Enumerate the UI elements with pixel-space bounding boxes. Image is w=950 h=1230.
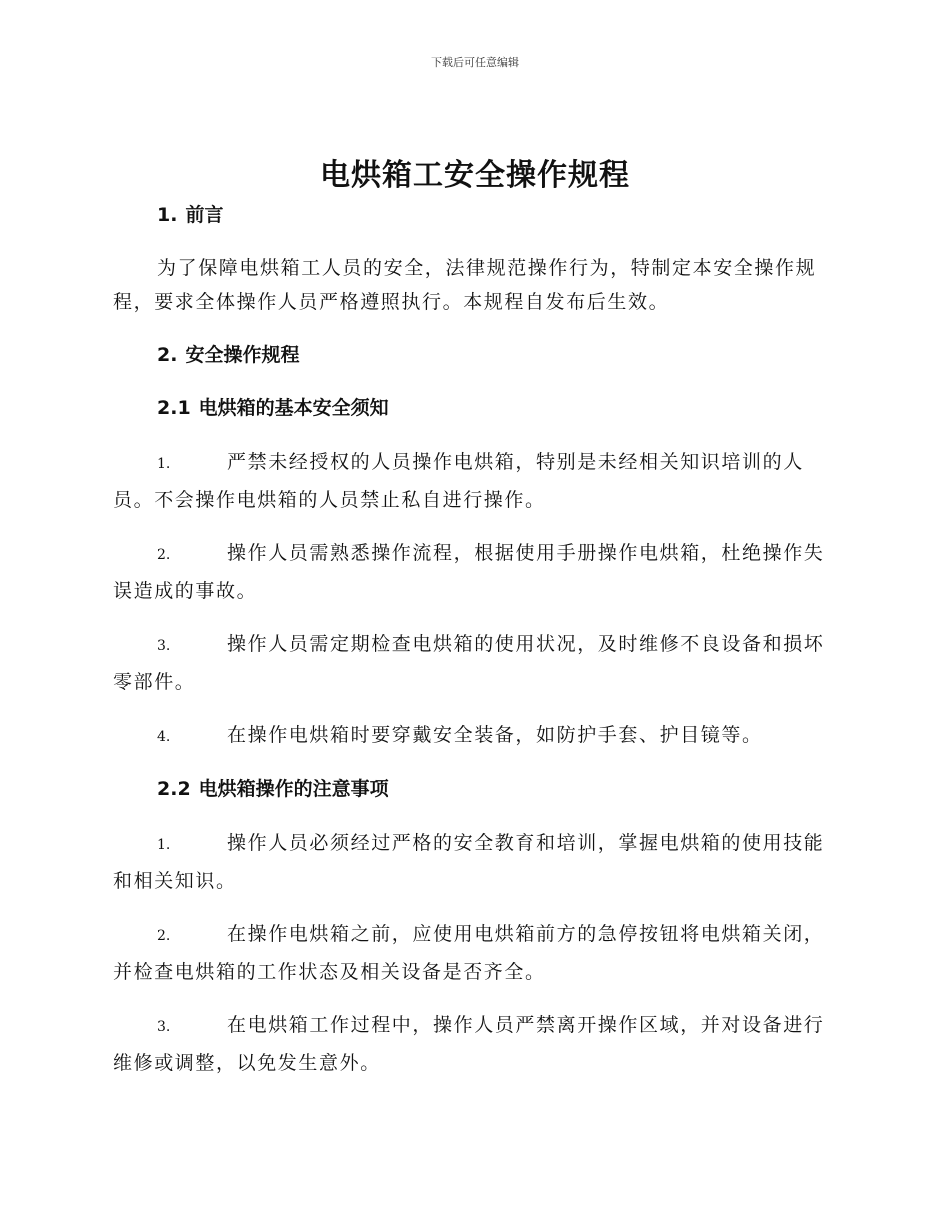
section-number: 2. [157,344,178,366]
section-number: 2.1 [157,397,191,419]
section-title: 安全操作规程 [185,344,300,366]
item-number: 3. [157,638,171,654]
list-item [113,916,833,990]
item-number: 4. [157,729,171,745]
item-text: 严禁未经授权的人员操作电烘箱，特别是未经相关知识培训的人员。不会操作电烘箱的人员禁止私自进行操作。 [113,451,804,511]
list-item [113,825,833,899]
list-item [113,1007,833,1081]
list-item [113,717,833,755]
document-body [113,198,833,1098]
section-title: 前言 [185,204,224,226]
section-heading-2-2 [113,772,833,806]
section-title: 电烘箱的基本安全须知 [198,397,389,419]
list-item [113,535,833,609]
section-heading-2 [113,338,833,372]
document-title: 电烘箱工安全操作规程 [320,158,630,193]
section-heading-2-1 [113,391,833,425]
list-item [113,626,833,700]
item-number: 1. [157,456,171,472]
item-number: 1. [157,837,171,853]
item-number: 2. [157,928,171,944]
page-header: 下载后可任意编辑 [431,56,519,69]
section-heading-1 [113,198,833,232]
item-number: 2. [157,547,171,563]
preface-paragraph: 为了保障电烘箱工人员的安全，法律规范操作行为，特制定本安全操作规程，要求全体操作人员严格遵照执行。本规程自发布后生效。 [113,257,817,313]
list-item [113,444,833,518]
item-text: 操作人员需定期检查电烘箱的使用状况，及时维修不良设备和损坏零部件。 [113,633,825,693]
item-text: 在操作电烘箱之前，应使用电烘箱前方的急停按钮将电烘箱关闭，并检查电烘箱的工作状态及相关设备是否齐全。 [113,923,825,983]
item-text: 在电烘箱工作过程中，操作人员严禁离开操作区域，并对设备进行维修或调整，以免发生意外。 [113,1014,825,1074]
section-title: 电烘箱操作的注意事项 [198,778,389,800]
section-number: 2.2 [157,778,191,800]
item-text: 操作人员必须经过严格的安全教育和培训，掌握电烘箱的使用技能和相关知识。 [113,832,825,892]
item-text: 操作人员需熟悉操作流程，根据使用手册操作电烘箱，杜绝操作失误造成的事故。 [113,542,825,602]
section-number: 1. [157,204,178,226]
item-number: 3. [157,1019,171,1035]
item-text: 在操作电烘箱时要穿戴安全装备，如防护手套、护目镜等。 [227,724,763,746]
